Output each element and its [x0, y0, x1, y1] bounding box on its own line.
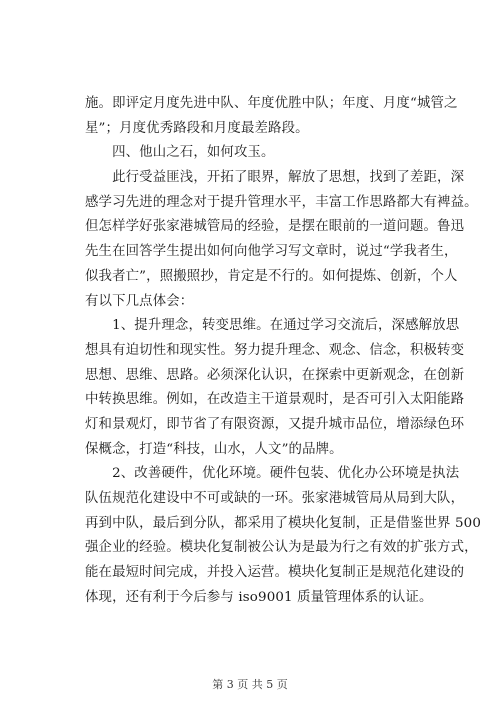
body-line: 能在最短时间完成，并投入运营。模块化复制正是规范化建设的: [85, 565, 465, 581]
body-line: 但怎样学好张家港城管局的经验，是摆在眼前的一道问题。鲁迅: [85, 219, 465, 235]
body-line: 中转换思维。例如，在改造主干道景观时，是否可引入太阳能路: [85, 392, 465, 408]
body-line: 体现，还有利于今后参与 iso9001 质量管理体系的认证。: [85, 589, 433, 605]
body-line: 1、提升理念，转变思维。在通过学习交流后，深感解放思: [85, 318, 460, 334]
body-line: 队伍规范化建设中不可或缺的一环。张家港城管局从局到大队，: [85, 491, 465, 506]
body-line: 星”；月度优秀路段和月度最差路段。: [85, 120, 309, 136]
body-line: 再到中队，最后到分队，都采用了模块化复制，正是借鉴世界 500: [85, 515, 482, 531]
page-footer: 第 3 页 共 5 页: [212, 678, 288, 691]
body-line: 灯和景观灯，即节省了有限资源，又提升城市品位，增添绿色环: [85, 416, 465, 432]
body-line: 先生在回答学生提出如何向他学习写文章时，说过“学我者生，: [85, 244, 458, 260]
body-line: 强企业的经验。模块化复制被公认为是最为行之有效的扩张方式，: [85, 540, 478, 556]
document-body: [85, 92, 482, 610]
body-line: 想具有迫切性和现实性。努力提升理念、观念、信念，积极转变: [85, 342, 465, 358]
body-line: 感学习先进的理念对于提升管理水平，丰富工作思路都大有裨益。: [85, 194, 478, 210]
body-line: 施。即评定月度先进中队、年度优胜中队；年度、月度“城管之: [85, 96, 458, 111]
body-line: 2、改善硬件，优化环境。硬件包装、优化办公环境是执法: [85, 466, 460, 482]
body-line: 似我者亡”，照搬照抄，肯定是不行的。如何提炼、创新，个人: [85, 268, 458, 284]
body-line: 思想、思维、思路。必须深化认识，在探索中更新观念，在创新: [85, 367, 465, 383]
section-heading: 四、他山之石，如何攻玉。: [85, 145, 275, 161]
body-line: 此行受益匪浅，开拓了眼界，解放了思想，找到了差距，深: [85, 170, 465, 186]
body-line: 有以下几点体会：: [85, 293, 194, 309]
body-line: 保概念，打造“科技，山水，人文”的品牌。: [85, 441, 343, 457]
